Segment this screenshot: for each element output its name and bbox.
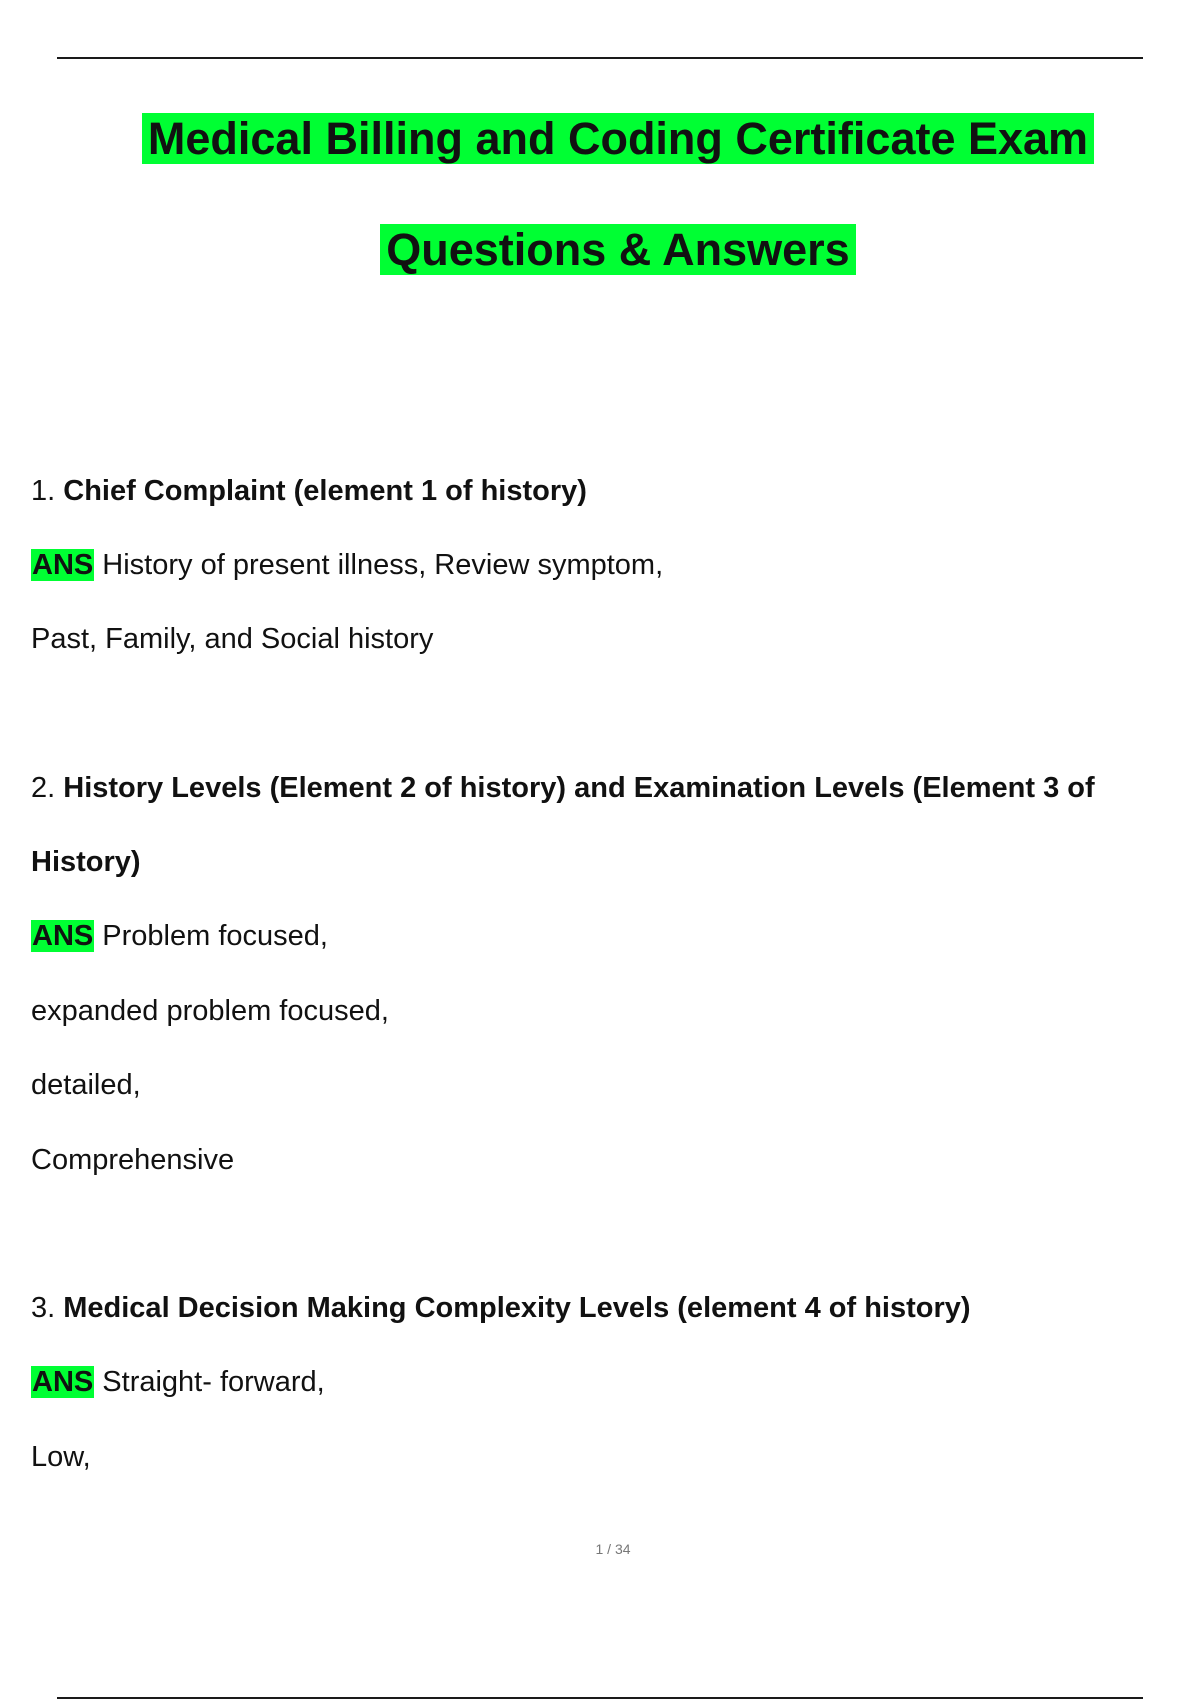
ans-badge: ANS <box>32 549 94 581</box>
answer-text: History of present illness, Review symptom, <box>102 549 664 581</box>
question-text: Chief Complaint (element 1 of history) <box>63 475 587 507</box>
answer-2-line-1 <box>31 917 328 955</box>
question-number: 2. <box>31 772 56 804</box>
question-2-line-2: History) <box>31 846 141 878</box>
answer-text: Straight- forward, <box>102 1366 325 1398</box>
question-2 <box>31 769 1095 807</box>
page-indicator: 1 / 34 <box>595 1541 631 1557</box>
question-number: 1. <box>31 475 56 507</box>
answer-text: Problem focused, <box>102 920 328 952</box>
top-rule <box>57 57 1143 59</box>
answer-3-line-1 <box>31 1363 325 1401</box>
document-title-line-2 <box>0 222 1200 278</box>
answer-3-line-2: Low, <box>31 1441 91 1473</box>
bottom-rule <box>57 1697 1143 1699</box>
question-3 <box>31 1289 971 1327</box>
ans-badge: ANS <box>32 920 94 952</box>
answer-1-line-1 <box>31 546 663 584</box>
answer-2-line-3: detailed, <box>31 1069 141 1101</box>
title-highlight-1: Medical Billing and Coding Certificate Exam <box>142 113 1094 164</box>
document-title-line-1 <box>0 111 1200 167</box>
question-1 <box>31 472 587 510</box>
question-text: History Levels (Element 2 of history) and Examination Levels (Element 3 of <box>63 772 1095 804</box>
question-number: 3. <box>31 1292 56 1324</box>
question-text: Medical Decision Making Complexity Levels (element 4 of history) <box>63 1292 971 1324</box>
answer-2-line-4: Comprehensive <box>31 1144 235 1176</box>
ans-badge: ANS <box>32 1366 94 1398</box>
answer-1-line-2: Past, Family, and Social history <box>31 623 434 655</box>
title-highlight-2: Questions & Answers <box>380 224 855 275</box>
answer-2-line-2: expanded problem focused, <box>31 995 389 1027</box>
